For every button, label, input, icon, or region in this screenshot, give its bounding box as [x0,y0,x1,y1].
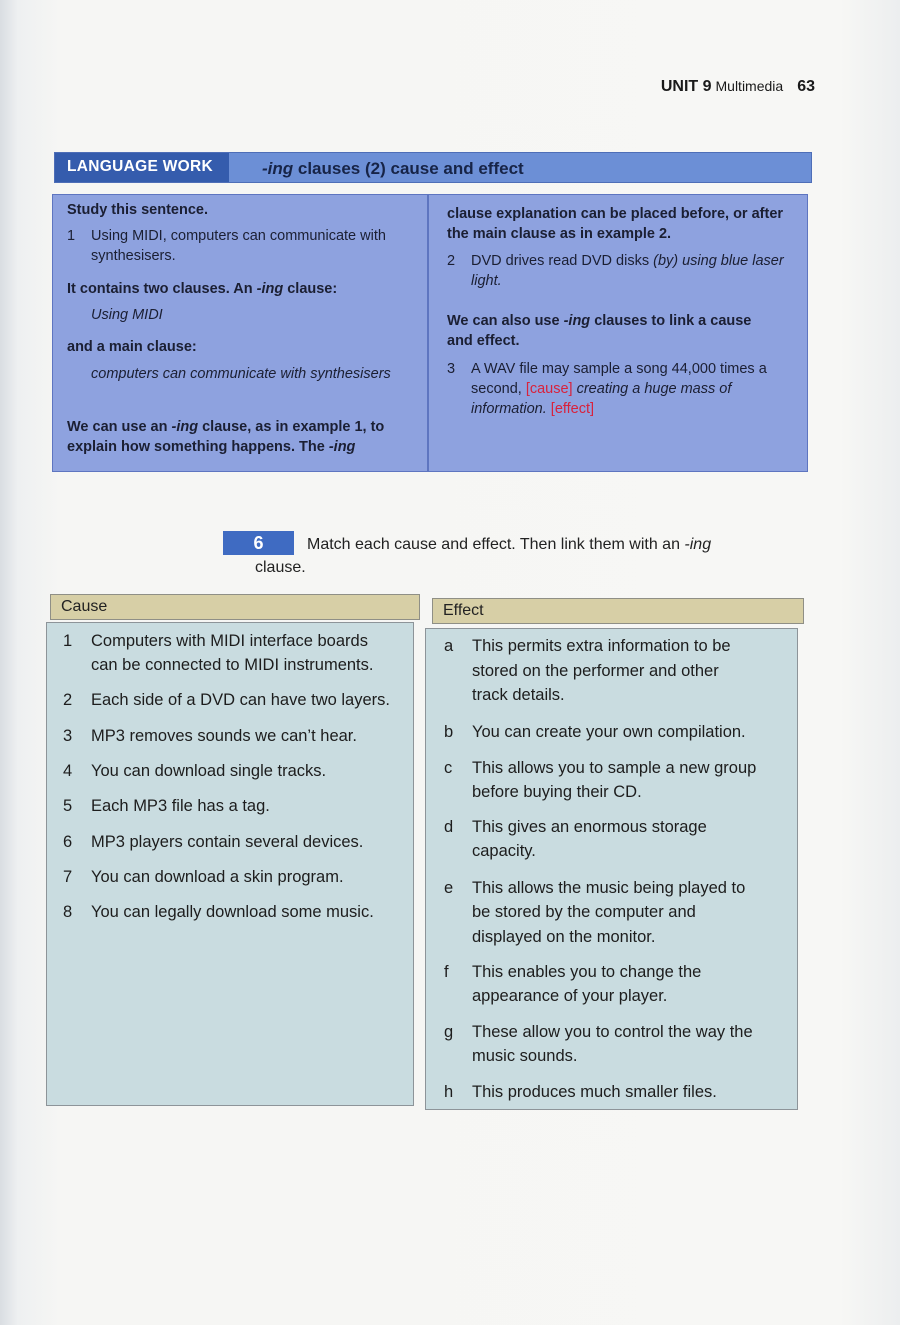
cause-list: 1 Computers with MIDI interface boards can be connected to MIDI instruments. 2 Each side of a DVD can have two layers. 3 MP3 removes sounds we can’t hear. 4 You can download single tracks. 5 Each MP3 file has a tag. 6 MP3 players contain several devices. 7 You can download a skin program. 8 You can legally download some music. [46,622,414,1106]
exercise-instruction-end: clause. [255,559,306,576]
unit-topic: Multimedia [715,78,784,94]
exercise-instruction: Match each cause and effect. Then link them with an -ing [307,536,712,553]
ing-clause-example: Using MIDI [91,307,163,323]
column-divider [427,195,429,471]
cause-header: Cause [50,594,420,620]
page-number: 63 [797,78,815,95]
language-work-label: LANGUAGE WORK [55,153,229,182]
language-work-bar [54,152,812,183]
clause-explanation: clause explanation can be placed before, or after the main clause as in example 2. [447,206,784,242]
page-header [661,78,815,96]
language-work-box: Study this sentence. 1 Using MIDI, computers can communicate with synthesisers. It contains two clauses. An -ing clause: Using MIDI and a main clause: computers can communicate with synthesisers We can use an -ing clause, as in example 1, to explain how something happens. The -ing clause explanation can be placed before, or after the main clause as in example 2. 2 DVD drives read DVD disks (by) using blue laser light. We can also use -ing clauses to link a cause and effect. 3 A WAV file may sample a song 44,000 times a second, [cause] creating a huge mass of information. [effect] [52,194,808,472]
explanation-use: We can use an -ing clause, as in example 1, to explain how something happens. The -ing [67,419,385,455]
exercise-number: 6 [223,531,294,555]
link-cause-effect: We can also use -ing clauses to link a cause and effect. [447,313,752,349]
main-clause-example: computers can communicate with synthesisers [91,366,391,382]
effect-header: Effect [432,598,804,624]
statement-two-clauses: It contains two clauses. An -ing clause: [67,281,338,297]
unit-label: UNIT 9 [660,78,712,95]
instruction-study: Study this sentence. [67,202,209,218]
effect-list: a This permits extra information to be stored on the performer and other track details. b You can create your own compilation. c This allows you to sample a new group before buying their CD. d This gives an enormous storage capacity. e This allows the music being played to be stored by the computer and displayed on the monitor. f This enables you to change the appearance of your player. g These allow you to control the way the music sounds. h This produces much smaller files. [425,628,798,1110]
main-clause-label: and a main clause: [67,339,197,355]
language-work-title: -ing clauses (2) cause and effect [262,159,524,178]
